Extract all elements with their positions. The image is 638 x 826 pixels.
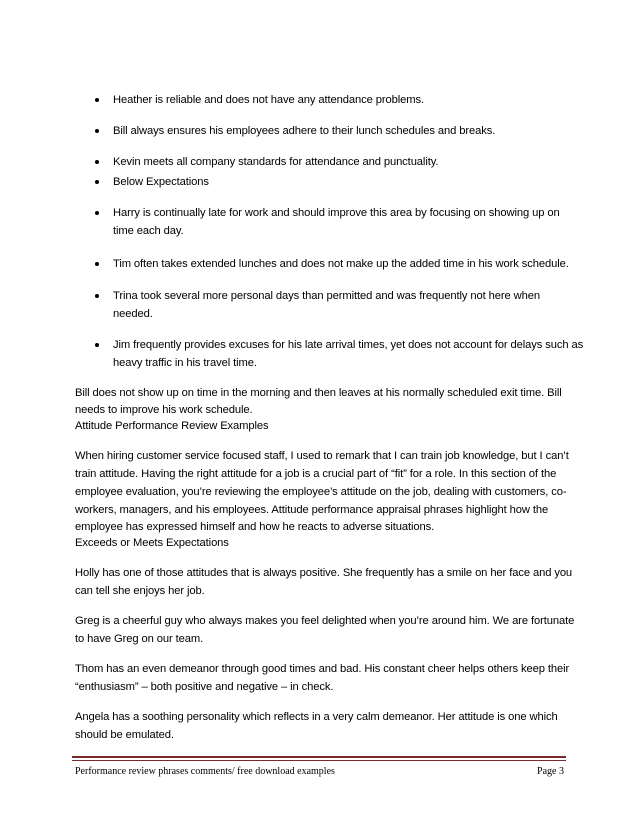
paragraph-line: Holly has one of those attitudes that is always positive. She frequently has a smile on her face and you xyxy=(75,567,573,579)
paragraph-line: Thom has an even demeanor through good times and bad. His constant cheer helps others keep their xyxy=(75,663,570,675)
section-heading-attitude: Attitude Performance Review Examples xyxy=(75,420,269,432)
bullet-icon xyxy=(95,129,99,133)
bullet-text: Heather is reliable and does not have any attendance problems. xyxy=(113,94,424,106)
footer-divider xyxy=(72,756,566,758)
page-number: Page 3 xyxy=(537,766,564,777)
paragraph-line: needs to improve his work schedule. xyxy=(75,404,253,416)
bullet-text: Bill always ensures his employees adhere to their lunch schedules and breaks. xyxy=(113,125,496,137)
paragraph-line: should be emulated. xyxy=(75,729,174,741)
bullet-text: Jim frequently provides excuses for his late arrival times, yet does not account for delays such as xyxy=(113,339,584,351)
bullet-icon xyxy=(95,211,99,215)
bullet-icon xyxy=(95,180,99,184)
section-heading-exceeds: Exceeds or Meets Expectations xyxy=(75,537,229,549)
paragraph-line: to have Greg on our team. xyxy=(75,633,204,645)
bullet-icon xyxy=(95,343,99,347)
bullet-text: time each day. xyxy=(113,225,184,237)
paragraph-line: “enthusiasm” – both positive and negative – in check. xyxy=(75,681,334,693)
paragraph-line: Bill does not show up on time in the morning and then leaves at his normally scheduled exit time. Bill xyxy=(75,387,562,399)
paragraph-line: employee has expressed himself and how he reacts to adverse situations. xyxy=(75,521,435,533)
paragraph-line: workers, managers, and his employees. Attitude performance appraisal phrases highlight how the xyxy=(75,504,549,516)
footer-title: Performance review phrases comments/ free download examples xyxy=(75,766,335,777)
footer-divider xyxy=(72,760,566,761)
bullet-text: Below Expectations xyxy=(113,176,209,188)
bullet-text: heavy traffic in his travel time. xyxy=(113,357,257,369)
bullet-icon xyxy=(95,98,99,102)
paragraph-line: When hiring customer service focused staff, I used to remark that I can train job knowledge, but I can’t xyxy=(75,450,569,462)
paragraph-line: Greg is a cheerful guy who always makes you feel delighted when you’re around him. We are fortunate xyxy=(75,615,575,627)
bullet-text: Kevin meets all company standards for attendance and punctuality. xyxy=(113,156,439,168)
bullet-icon xyxy=(95,262,99,266)
bullet-text: Tim often takes extended lunches and does not make up the added time in his work schedule. xyxy=(113,258,569,270)
paragraph-line: employee evaluation, you’re reviewing the employee’s attitude on the job, dealing with customers, co- xyxy=(75,486,567,498)
paragraph-line: train attitude. Having the right attitude for a job is a crucial part of “fit” for a role. In this section of the xyxy=(75,468,557,480)
bullet-icon xyxy=(95,294,99,298)
bullet-text: Trina took several more personal days than permitted and was frequently not here when xyxy=(113,290,541,302)
paragraph-line: can tell she enjoys her job. xyxy=(75,585,205,597)
bullet-text: Harry is continually late for work and should improve this area by focusing on showing up on xyxy=(113,207,560,219)
bullet-icon xyxy=(95,160,99,164)
bullet-text: needed. xyxy=(113,308,153,320)
paragraph-line: Angela has a soothing personality which reflects in a very calm demeanor. Her attitude is one which xyxy=(75,711,558,723)
